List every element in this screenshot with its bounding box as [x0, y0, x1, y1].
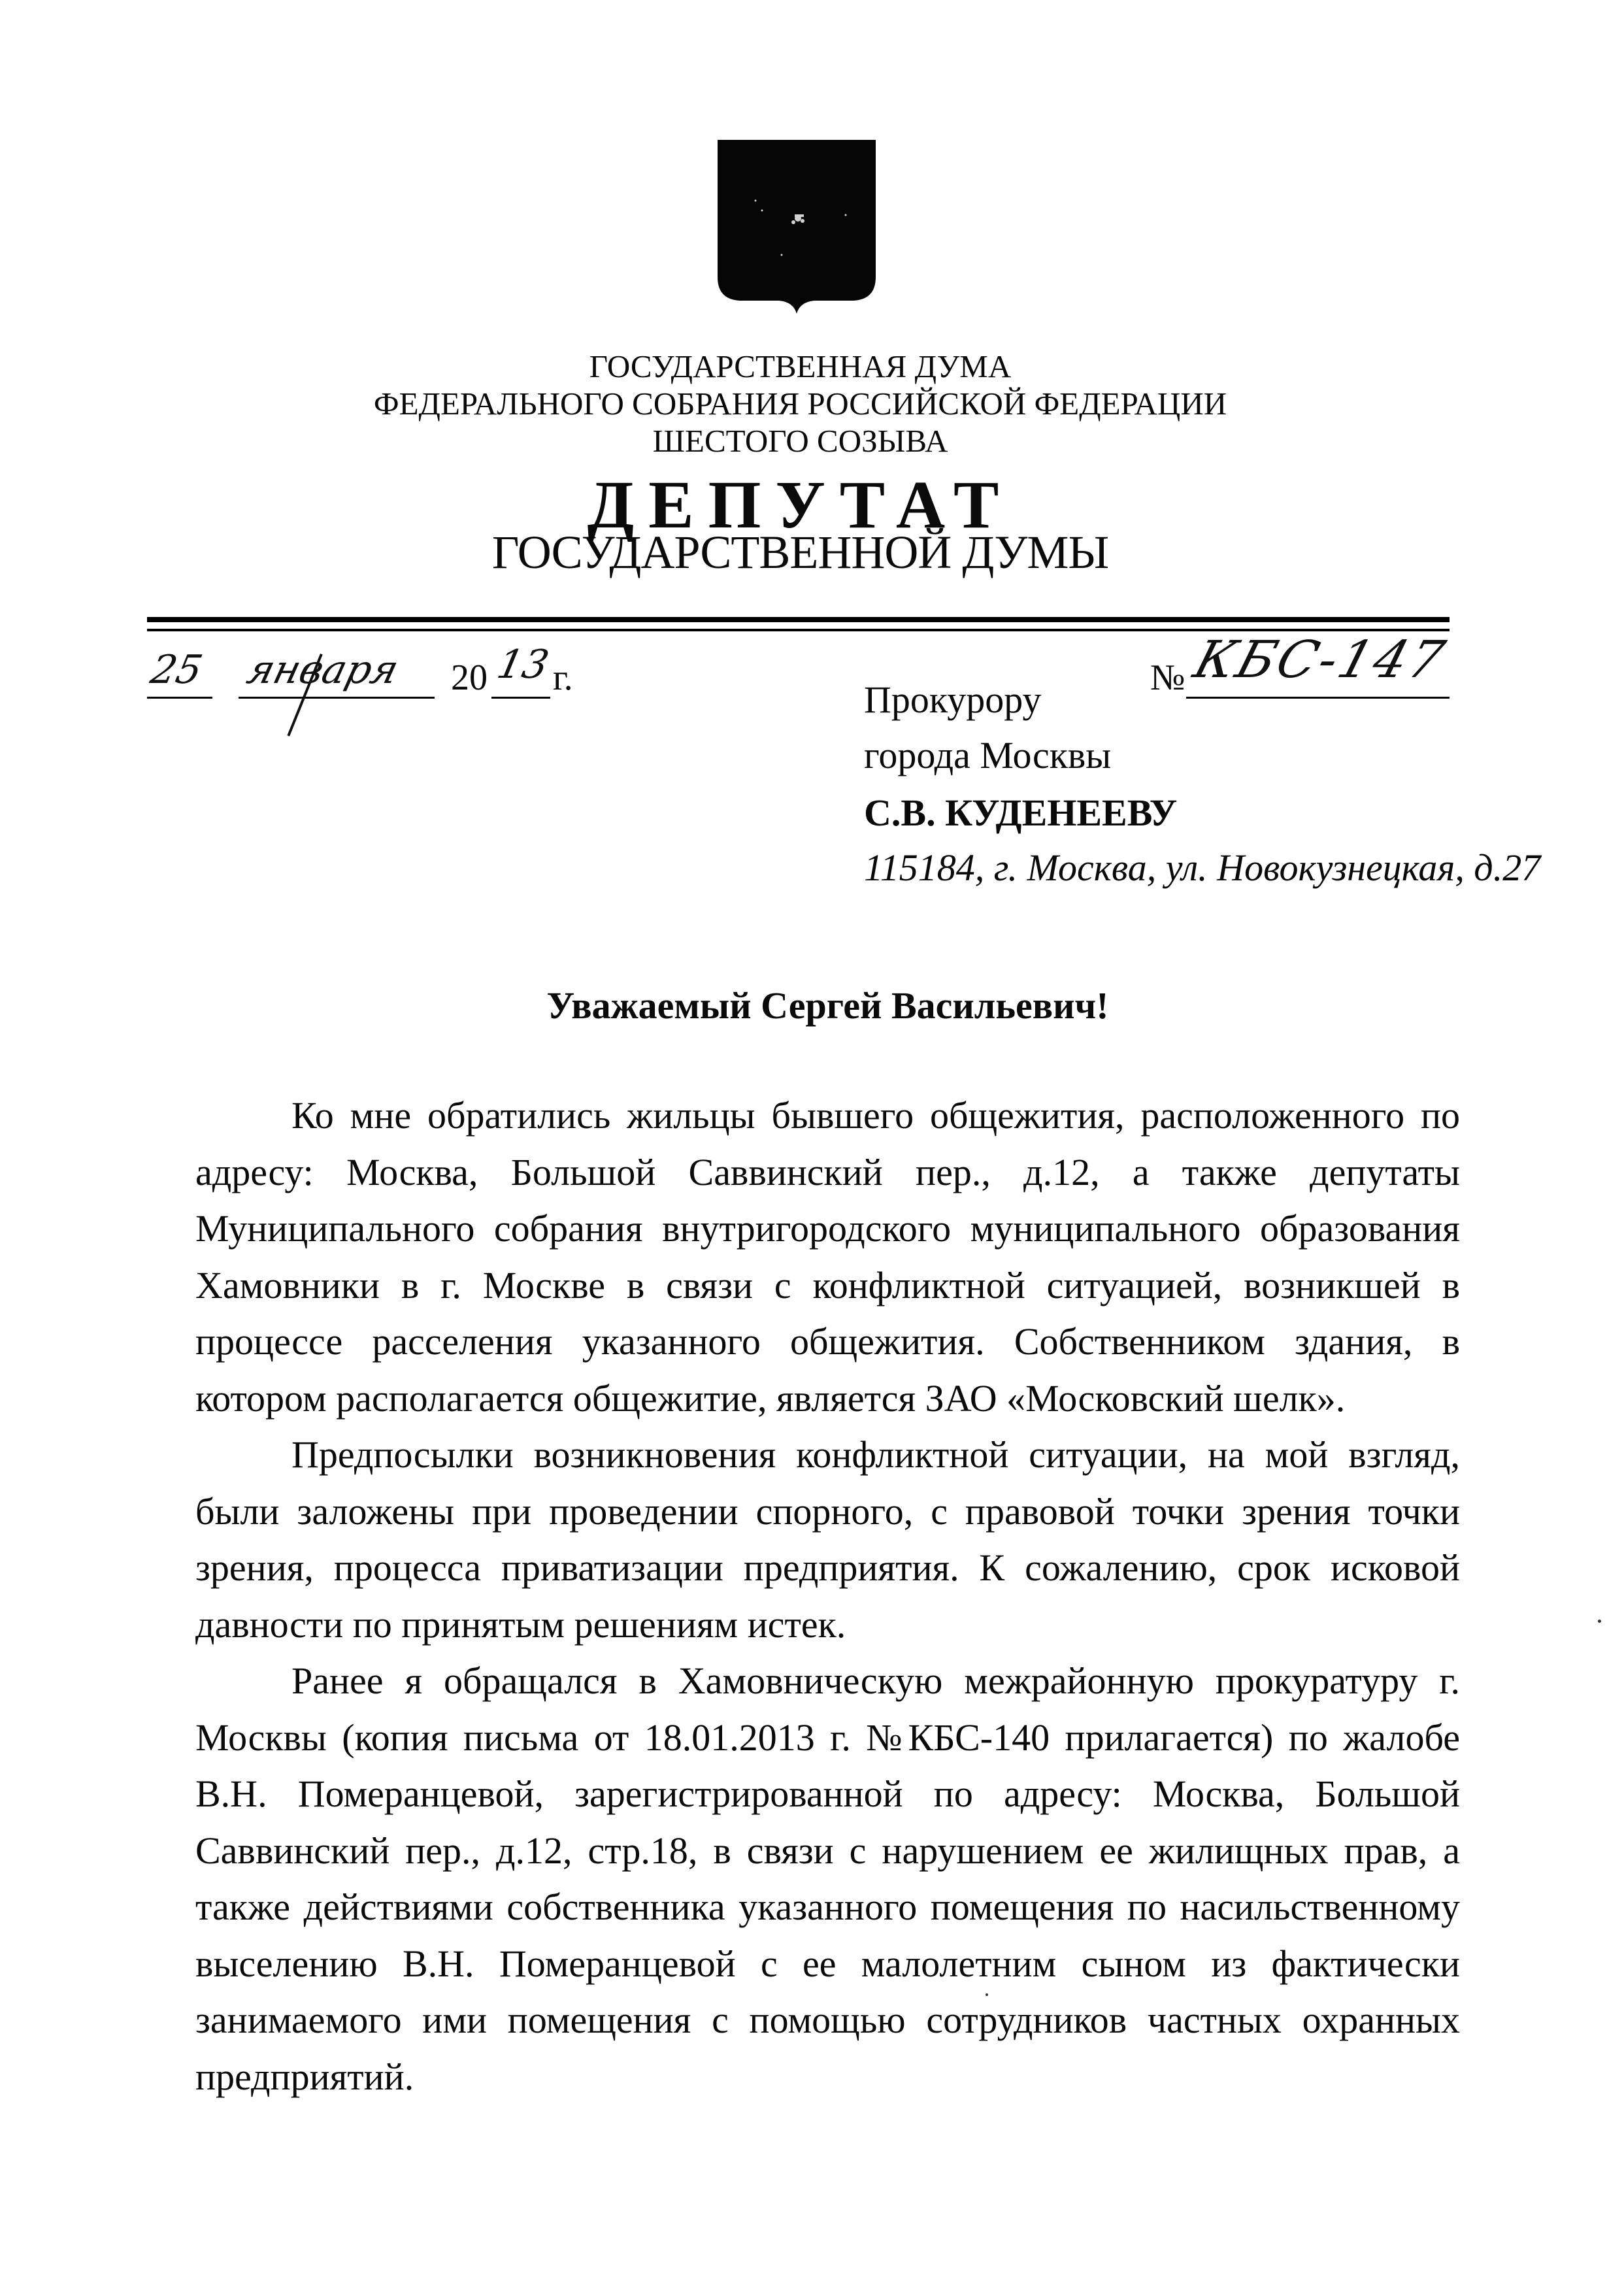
letter-body: [195, 1088, 1460, 2105]
letterhead-line-2: ФЕДЕРАЛЬНОГО СОБРАНИЯ РОССИЙСКОЙ ФЕДЕРАЦИИ: [373, 386, 1227, 422]
body-paragraph: Предпосылки возникновения конфликтной ситуации, на мой взгляд, были заложены при проведении спорного, с правовой точки зрения точки зрения, процесса приватизации предприятия. К сожалению, срок исковой давности по принятым решениям истек.: [195, 1433, 1460, 1646]
coat-of-arms-icon: [716, 139, 877, 315]
divider-thick: [147, 617, 1450, 622]
addressee-name: С.В. КУДЕНЕЕВУ: [864, 791, 1178, 834]
addressee-city: города Москвы: [864, 734, 1112, 776]
date-day: 25: [146, 647, 207, 693]
body-paragraph: Ранее я обращался в Хамовническую межрайонную прокуратуру г. Москвы (копия письма от 18.01.2013 г. №КБС-140 прилагается) по жалобе В.Н. Померанцевой, зарегистрированной по адресу: Москва, Большой Саввинский пер., д.12, стр.18, в связи с нарушением ее жилищных прав, а также действиями собственника указанного помещения по насильственному выселению В.Н. Померанцевой с ее малолетним сыном из фактически занимаемого ими помещения с помощью сотрудников частных охранных предприятий.: [195, 1659, 1460, 2098]
letterhead-line-1: ГОСУДАРСТВЕННАЯ ДУМА: [589, 348, 1012, 384]
number-sign: №: [1150, 657, 1185, 698]
addressee-position: Прокурору: [864, 678, 1042, 721]
letterhead-subtitle: ГОСУДАРСТВЕННОЙ ДУМЫ: [491, 526, 1109, 578]
scan-speck: [986, 1993, 988, 1996]
date-year-underline: [491, 697, 550, 699]
date-day-underline: [147, 697, 212, 699]
date-year: 13: [493, 642, 553, 688]
addressee-address: 115184, г. Москва, ул. Новокузнецкая, д.27: [864, 846, 1541, 889]
letterhead-title: ДЕПУТАТ: [587, 467, 1014, 542]
date-suffix: г.: [553, 657, 573, 698]
letterhead-line-3: ШЕСТОГО СОЗЫВА: [652, 423, 948, 459]
date-month: января: [242, 647, 403, 693]
registration-number: КБС-147: [1187, 631, 1453, 690]
date-month-underline: [239, 697, 435, 699]
scan-speck: [1598, 1620, 1601, 1623]
date-century: 20: [451, 657, 488, 698]
body-paragraph: Ко мне обратились жильцы бывшего общежития, расположенного по адресу: Москва, Большой Саввинский пер., д.12, а также депутаты Муниципального собрания внутригородского муниципального образования Хамовники в г. Москве в связи с конфликтной ситуацией, возникшей в процессе расселения указанного общежития. Собственником здания, в котором располагается общежитие, является ЗАО «Московский шелк».: [195, 1094, 1460, 1420]
salutation: Уважаемый Сергей Васильевич!: [546, 984, 1109, 1027]
number-underline: [1186, 697, 1450, 699]
